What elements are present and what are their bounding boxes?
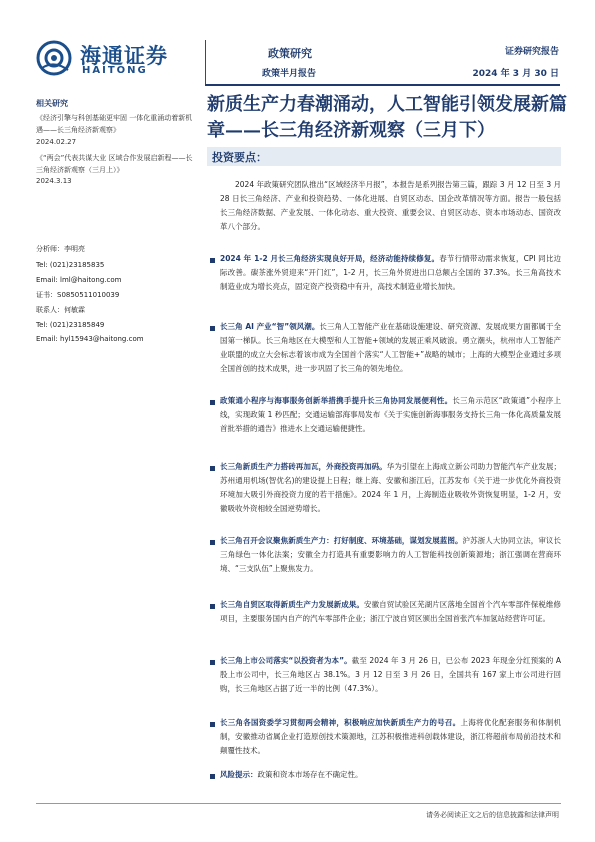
contact-email[interactable]: Email: hyl15943@haitong.com [36,335,144,343]
key-point [220,252,561,294]
report-subtype: 政策半月报告 [262,69,317,79]
footer-disclaimer: 请务必阅读正文之后的信息披露和法律声明 [426,811,559,819]
analyst-name: 分析师：李明亮 [36,245,85,253]
key-point-body: 沪苏浙人大协同立法，审议长三角绿色一体化法案；安徽全力打造具有重要影响力的人工智能科技创新策源地；浙江强调在营商环境、“三支队伍”上聚焦发力。 [220,536,562,573]
key-point [220,394,561,436]
bullet-icon [210,540,215,545]
key-point-lead: 长三角 AI 产业“智”领风潮。 [220,322,320,331]
bullet-icon [210,660,215,665]
bullet-icon [210,722,215,727]
bullet-icon [210,466,215,471]
key-point-lead: 长三角召开会议聚焦新质生产力：打好制度、环境基础，谋划发展蓝图。 [220,536,463,545]
report-type: 政策研究 [268,47,312,60]
logo-text-en: HAITONG [82,65,148,76]
key-point-body: 华为引望在上海成立新公司助力智能汽车产业发展；苏州通用机场(智优名)的建设提上日程；继上海、安徽和浙江后，江苏发布《关于进一步优化外商投资环境加大吸引外商投资力度的若干措施》。2024 年 1 月，上海制造业吸收外资恢复明显，1-2 月，安徽吸收外资相较全国逆势增长。 [220,462,561,513]
page-title: 新质生产力春潮涌动，人工智能引领发展新篇章——长三角经济新观察（三月下） [207,94,567,141]
key-point-body: 长三角示范区“政策通”小程序上线，实现政策 1 秒匹配；交通运输部海事局发布《关于实施创新海事服务支持长三角一体化高质量发展首批举措的通告》推进水上交通运输便捷性。 [220,396,561,433]
related-research-item[interactable]: 《“两会”代表共谋大业 区域合作发展启新程——长三角经济新观察（三月上）》 [36,154,193,174]
logo-emblem-icon [36,40,74,76]
key-point-lead: 2024 年 1-2 月长三角经济实现良好开局，经济动能持续修复。 [220,254,440,263]
report-date: 2024 年 3 月 30 日 [472,69,559,79]
key-point-body: 上海将优化配套服务和体制机制，安徽推动省属企业打造原创技术策源地，江苏积极推进科创载体建设，浙江将超前布局前沿技术和颠覆性技术。 [220,718,562,755]
brand-logo [36,40,196,76]
bullet-icon [210,400,215,405]
analyst-certificate: 证书：S0850511010039 [36,291,120,299]
related-research-date: 2024.3.13 [36,177,72,185]
key-points-heading: 投资要点： [212,151,267,164]
header-divider [205,40,206,84]
footer-rule [36,803,561,804]
key-point-lead: 长三角上市公司落实“以投资者为本”。 [220,656,352,665]
analyst-email[interactable]: Email: lml@haitong.com [36,276,122,284]
intro-paragraph: 2024 年政策研究团队推出“区域经济半月报”，本报告是系列报告第三篇，跟踪 3 月 12 日至 3 月 28 日长三角经济、产业和投资趋势、一体化进展、自贸区动态、国企改革情况等方面。报告一般包括长三角经济数据、产业发展、一体化动态、重大投资、重要会议、自贸区动态、资本市场动态、国资改革八个部分。 [220,180,561,231]
bullet-icon [210,774,215,779]
contact-tel: Tel: (021)23185849 [36,321,105,329]
key-point [220,460,561,516]
bullet-icon [210,326,215,331]
key-point [220,716,561,758]
key-point-body: 长三角人工智能产业在基础设施建设、研究资源、发展成果方面都属于全国第一梯队。长三角地区在大模型和人工智能+领域的发展正乘风破浪。勇立潮头，杭州市人工智能产业联盟的成立大会标志着该市成为全国首个落实“人工智能+”战略的城市；上海的大模型企业通过多项全国首创的技术成果，进一步巩固了长三角的领先地位。 [220,322,561,373]
key-point-lead: 政策通小程序与海事服务创新举措携手提升长三角协同发展便利性。 [220,396,453,405]
key-point-body: 截至 2024 年 3 月 26 日，已公布 2023 年现金分红预案的 A 股上市公司中，长三角地区占 38.1%。3 月 12 日至 3 月 26 日，全国共有 167 家上市公司进行回购，长三角地区占据了近一半的比例（47.3%）。 [220,656,562,693]
key-point-body: 春节行情带动需求恢复，CPI 同比边际改善。碳茶涨外贸迎来“开门红”，1-2 月，长三角外贸进出口总额占全国的 37.3%。长三角高技术制造业成为增长亮点，固定资产投资稳中有升，高技术制造业增长加快。 [220,254,561,291]
key-point-lead: 长三角新质生产力搭砖再加瓦，外商投资再加码。 [220,462,387,471]
header-rule [205,84,560,86]
key-point-body: 安徽自贸试验区芜湖片区落地全国首个汽车零部件保税维修项目，主要服务国内自产的汽车零部件企业；浙江宁波自贸区颁出全国首张汽车加氢站经营许可证。 [220,600,562,623]
bullet-icon [210,258,215,263]
analyst-tel: Tel: (021)23185835 [36,261,105,269]
risk-warning [220,768,561,782]
key-point [220,654,561,696]
related-research-heading: 相关研究 [36,99,68,108]
key-point [220,320,561,376]
key-point-lead: 长三角自贸区取得新质生产力发展新成果。 [220,600,365,609]
risk-warning-label: 风险提示： [220,770,258,779]
bullet-icon [210,604,215,609]
related-research-item[interactable]: 《经济引擎与科创基础更牢固 一体化重涌动着新机遇——长三角经济新观察》 [36,114,193,134]
key-point [220,534,561,576]
risk-warning-body: 政策和资本市场存在不确定性。 [257,770,363,779]
key-point-lead: 长三角各国资委学习贯彻两会精神，积极响应加快新质生产力的号召。 [220,718,461,727]
related-research-date: 2024.02.27 [36,138,77,146]
contact-name: 联系人：何敏霖 [36,306,85,314]
logo-text-cn: 海通证券 [80,43,168,68]
report-category: 证券研究报告 [504,47,559,57]
key-point [220,598,561,626]
